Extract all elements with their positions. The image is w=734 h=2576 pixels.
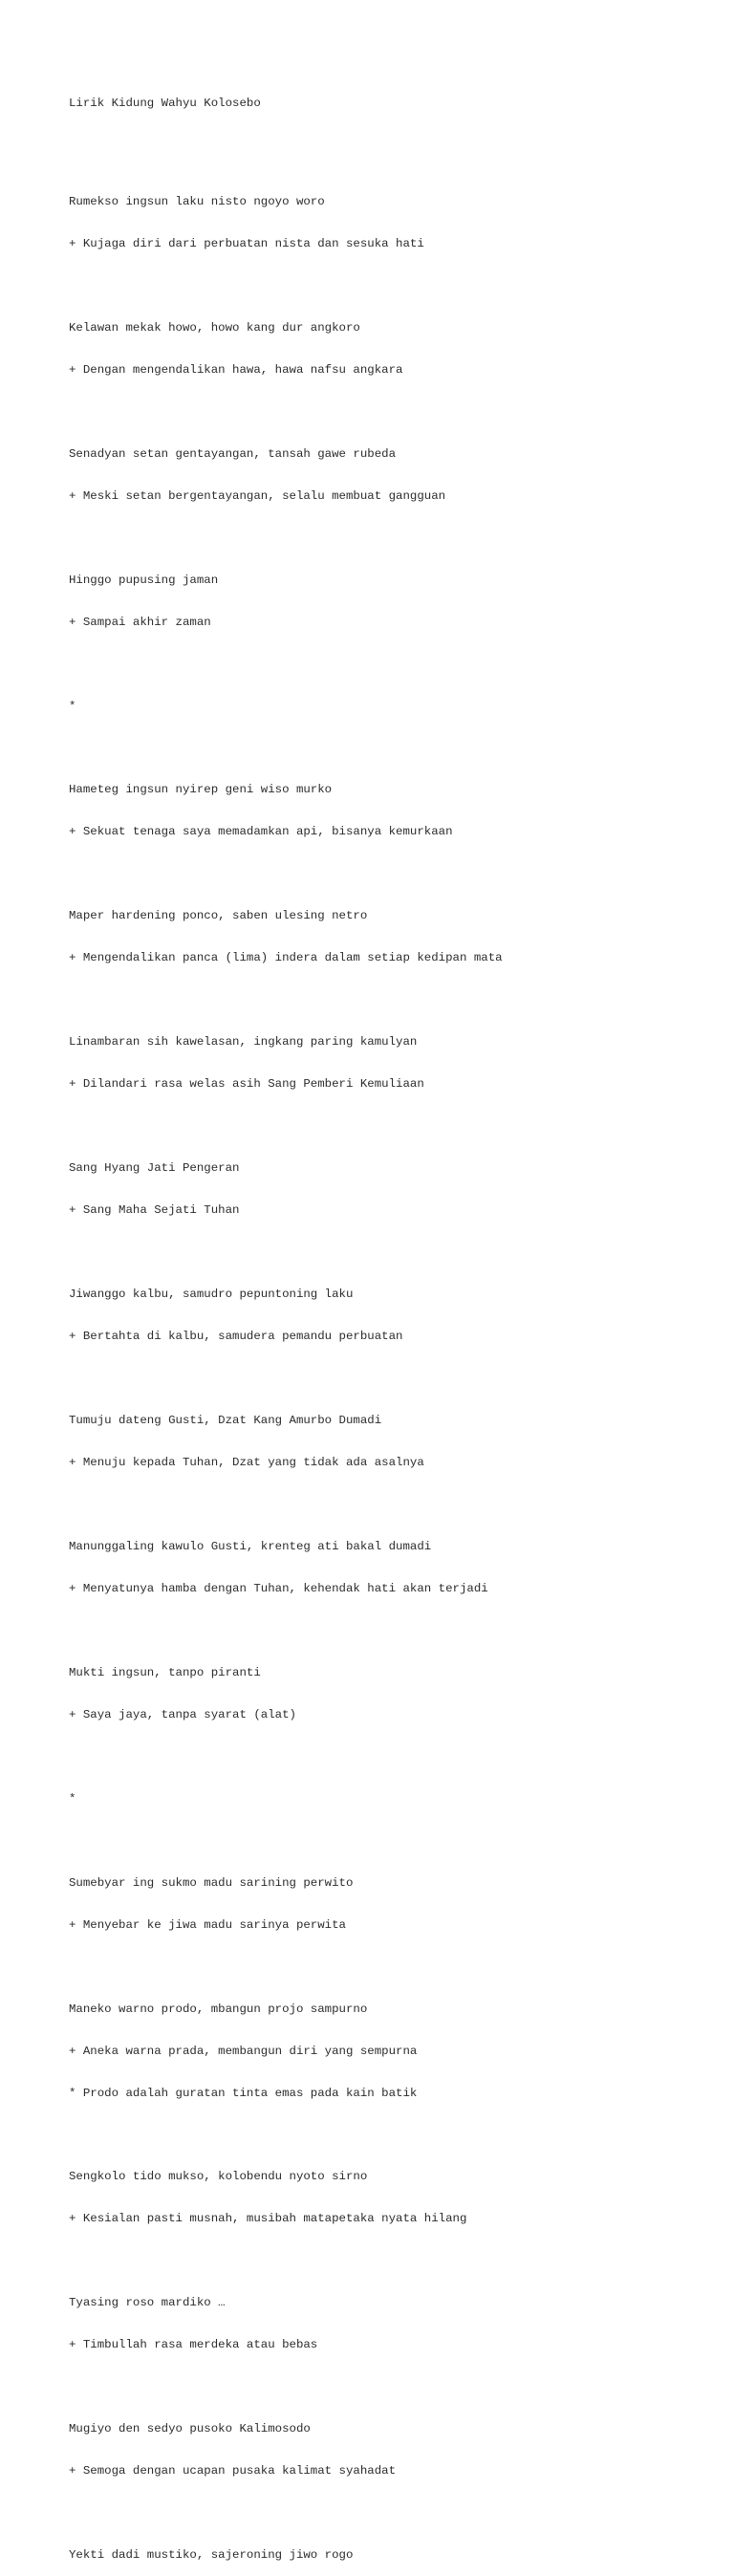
blank-line: [69, 2128, 719, 2142]
blank-line: [69, 1498, 719, 1512]
translation-line: + Kesialan pasti musnah, musibah matapetaka nyata hilang: [69, 2212, 467, 2226]
blank-line: [69, 742, 719, 756]
blank-line: [69, 405, 719, 420]
lyric-line: Hinggo pupusing jaman: [69, 573, 219, 587]
translation-line: + Bertahta di kalbu, samudera pemandu perbuatan: [69, 1330, 403, 1344]
blank-line: [69, 867, 719, 881]
translation-line: + Menuju kepada Tuhan, Dzat yang tidak ada asalnya: [69, 1455, 424, 1469]
translation-line: + Sang Maha Sejati Tuhan: [69, 1203, 240, 1218]
translation-line: + Dengan mengendalikan hawa, hawa nafsu angkara: [69, 362, 403, 377]
blank-line: [69, 2254, 719, 2268]
lyric-line: Sang Hyang Jati Pengeran: [69, 1161, 240, 1176]
translation-line: + Mengendalikan panca (lima) indera dalam setiap kedipan mata: [69, 951, 503, 965]
blank-line: [69, 1372, 719, 1386]
lyric-line: Maneko warno prodo, mbangun projo sampurno: [69, 2002, 368, 2016]
translation-line: + Dilandari rasa welas asih Sang Pemberi Kemuliaan: [69, 1077, 424, 1092]
lyric-line: Sengkolo tido mukso, kolobendu nyoto sirno: [69, 2170, 368, 2184]
blank-line: [69, 993, 719, 1007]
lyric-line: Sumebyar ing sukmo madu sarining perwito: [69, 1875, 354, 1890]
lyric-line: Hameteg ingsun nyirep geni wiso murko: [69, 783, 333, 797]
lyric-line: Tyasing roso mardiko …: [69, 2296, 226, 2310]
lyric-line: Rumekso ingsun laku nisto ngoyo woro: [69, 194, 325, 208]
lyric-line: Kelawan mekak howo, howo kang dur angkoro: [69, 320, 360, 335]
blank-line: [69, 658, 719, 672]
lyric-line: Maper hardening ponco, saben ulesing netro: [69, 909, 368, 923]
footnote-line: * Prodo adalah guratan tinta emas pada kain batik: [69, 2086, 418, 2100]
lyric-line: Mugiyo den sedyo pusoko Kalimosodo: [69, 2422, 311, 2436]
document-title: Lirik Kidung Wahyu Kolosebo: [69, 97, 261, 111]
lyric-line: Manunggaling kawulo Gusti, krenteg ati bakal dumadi: [69, 1539, 432, 1553]
section-separator: *: [69, 699, 76, 713]
translation-line: + Sampai akhir zaman: [69, 615, 211, 629]
lyric-line: Senadyan setan gentayangan, tansah gawe rubeda: [69, 446, 397, 461]
blank-line: [69, 2380, 719, 2394]
blank-line: [69, 1960, 719, 1975]
blank-line: [69, 139, 719, 153]
lyric-line: Yekti dadi mustiko, sajeroning jiwo rogo: [69, 2548, 354, 2563]
section-separator: *: [69, 1791, 76, 1806]
blank-line: [69, 1119, 719, 1134]
translation-line: + Kujaga diri dari perbuatan nista dan sesuka hati: [69, 236, 424, 250]
blank-line: [69, 531, 719, 546]
translation-line: + Menyebar ke jiwa madu sarinya perwita: [69, 1917, 346, 1932]
translation-line: + Menyatunya hamba dengan Tuhan, kehendak hati akan terjadi: [69, 1581, 488, 1595]
lyric-line: Linambaran sih kawelasan, ingkang paring kamulyan: [69, 1035, 418, 1050]
translation-line: + Meski setan bergentayangan, selalu membuat gangguan: [69, 488, 446, 503]
translation-line: + Sekuat tenaga saya memadamkan api, bisanya kemurkaan: [69, 825, 453, 839]
document-page: [69, 69, 719, 2576]
blank-line: [69, 1750, 719, 1764]
blank-line: [69, 1245, 719, 1260]
lyric-line: Tumuju dateng Gusti, Dzat Kang Amurbo Dumadi: [69, 1414, 382, 1427]
translation-line: + Saya jaya, tanpa syarat (alat): [69, 1707, 296, 1721]
blank-line: [69, 1834, 719, 1849]
blank-line: [69, 2506, 719, 2521]
translation-line: + Semoga dengan ucapan pusaka kalimat syahadat: [69, 2464, 397, 2479]
lyric-line: Jiwanggo kalbu, samudro pepuntoning laku: [69, 1288, 354, 1302]
translation-line: + Timbullah rasa merdeka atau bebas: [69, 2338, 318, 2352]
blank-line: [69, 1624, 719, 1638]
lyric-line: Mukti ingsun, tanpo piranti: [69, 1665, 261, 1679]
blank-line: [69, 279, 719, 293]
translation-line: + Aneka warna prada, membangun diri yang sempurna: [69, 2044, 418, 2058]
